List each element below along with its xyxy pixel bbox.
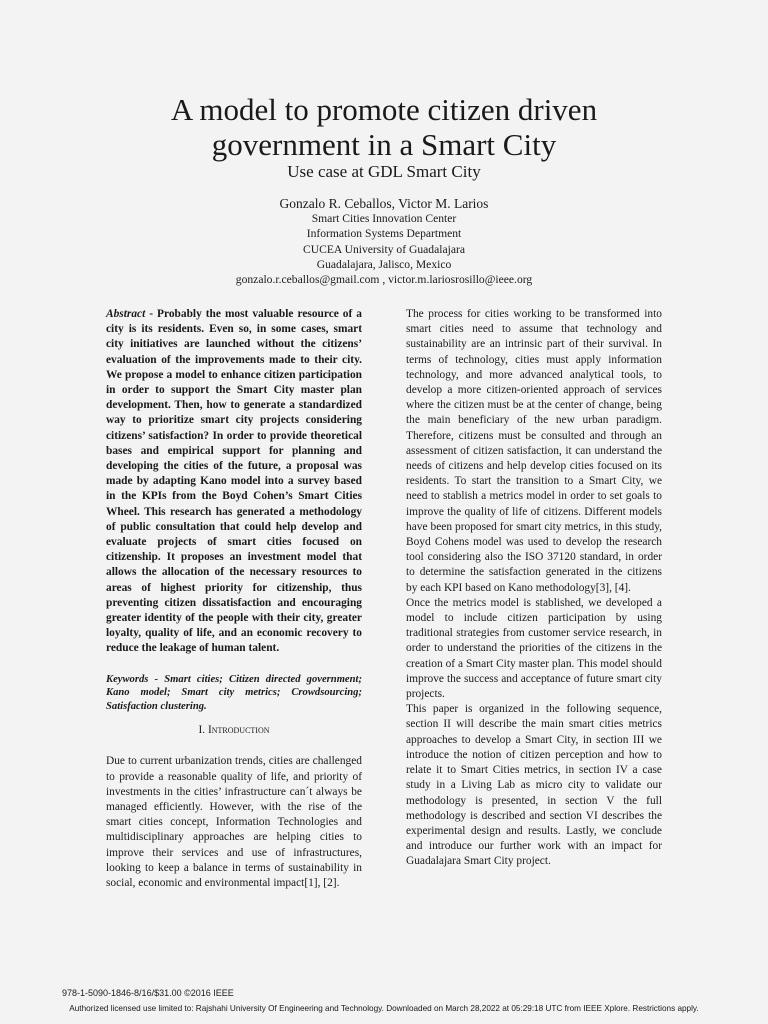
abstract-text: - Probably the most valuable resource of a city is its residents. Even so, in some cases, smart city initiatives are launched without the citizens’ evaluation of the improvements made to their city. We propose a model to enhance citizen participation in order to support the Smart City master plan development. Then, how to generate a standardized way to prioritize smart city projects considering citizens’ satisfaction? In order to provide theoretical bases and empirical support for planning and developing the cities of the future, a proposal was made by adapting Kano model into a survey based in the KPIs from the Boyd Cohen’s Smart Cities Wheel. This research has generated a methodology of public consultation that could help develop and evaluate projects of smart cities focused on citizenship. It proposes an investment model that allows the allocation of the necessary resources to areas of highest priority for citizenship, thus preventing citizen dissatisfaction and encouraging greater identity of the people with their city, greater loyalty, quality of life, and an economic recovery to reduce the leakage of human talent. <box>106 308 362 655</box>
license-notice: Authorized licensed use limited to: Rajshahi University Of Engineering and Technology. Downloaded on March 28,2022 at 05:29:18 UTC from IEEE Xplore. Restrictions apply. <box>69 1004 699 1013</box>
footer-isbn: 978-1-5090-1846-8/16/$31.00 ©2016 IEEE <box>62 988 234 998</box>
affiliation-line: Information Systems Department <box>306 227 462 241</box>
affiliation-line: CUCEA University of Guadalajara <box>303 242 465 256</box>
section-title: Introduction <box>207 724 270 737</box>
affiliation-line: Guadalajara, Jalisco, Mexico <box>316 257 452 271</box>
section-heading-introduction <box>106 723 362 738</box>
left-column <box>106 307 362 891</box>
affiliation-line: Smart Cities Innovation Center <box>311 212 457 225</box>
intro-paragraph: Due to current urbanization trends, cities are challenged to provide a reasonable quality of life, and priority of investments in the cities’ infrastructure can´t always be managed efficiently. However, with the rise of the smart cities concept, Information Technologies and multidisciplinary approaches are helping cities to improve their services and use of infrastructures, looking to keep a balance in terms of sustainability in social, economic and environmental impact[1], [2]. <box>106 755 362 889</box>
right-column <box>406 307 662 870</box>
author-emails: gonzalo.r.ceballos@gmail.com , victor.m.lariosrosillo@ieee.org <box>235 273 533 287</box>
abstract <box>106 307 362 657</box>
body-paragraph: The process for cities working to be transformed into smart cities need to assume that technology and sustainability are an intrinsic part of their survival. In terms of technology, cities must apply information technology, and more advanced analytical tools, to develop a more citizen-oriented approach of services where the citizen must be at the center of change, being the main beneficiary of the new urban paradigm. Therefore, citizens must be consulted and through an assessment of citizen satisfaction, it can understand the needs of citizens and help develop cities focused on its residents. To start the transition to a Smart City, we need to stablish a metrics model in order to set goals to improve the quality of life of citizens. Different models have been proposed for smart city metrics, in this study, Boyd Cohens model was used to develop the research tool considering also the ISO 37120 standard, in order to determine the satisfaction generated in the citizens by each KPI based on Kano methodology[3], [4]. <box>406 308 662 594</box>
author-names: Gonzalo R. Ceballos, Victor M. Larios <box>279 196 489 211</box>
title-line-2: government in a Smart City <box>211 127 557 162</box>
body-paragraph: This paper is organized in the following sequence, section II will describe the main smart cities metrics approaches to develop a Smart City, in section III we introduce the notion of citizen perception and how to relate it to Smart Cities metrics, in section IV a case study in a Living Lab as micro city to validate our methodology is presented, in section V the full methodology is described and section VI describes the experimental design and results. Lastly, we conclude and introduce our further work with an impact for Guadalajara Smart City project. <box>406 703 662 868</box>
body-paragraph: Once the metrics model is stablished, we developed a model to include citizen participation by using traditional strategies from customer service research, in order to understand the priorities of the citizens in the creation of a Smart City master plan. This model should improve the success and acceptance of future smart city projects. <box>406 596 662 701</box>
paper-subtitle: Use case at GDL Smart City <box>287 162 481 181</box>
title-line-1: A model to promote citizen driven <box>170 92 598 127</box>
abstract-label: Abstract <box>106 308 146 320</box>
section-number: I. <box>198 724 208 737</box>
keywords: Keywords - Smart cities; Citizen directed government; Kano model; Smart city metrics; Crowdsourcing; Satisfaction clustering. <box>106 673 362 712</box>
author-affiliation <box>0 211 768 287</box>
paper-title <box>0 92 768 162</box>
